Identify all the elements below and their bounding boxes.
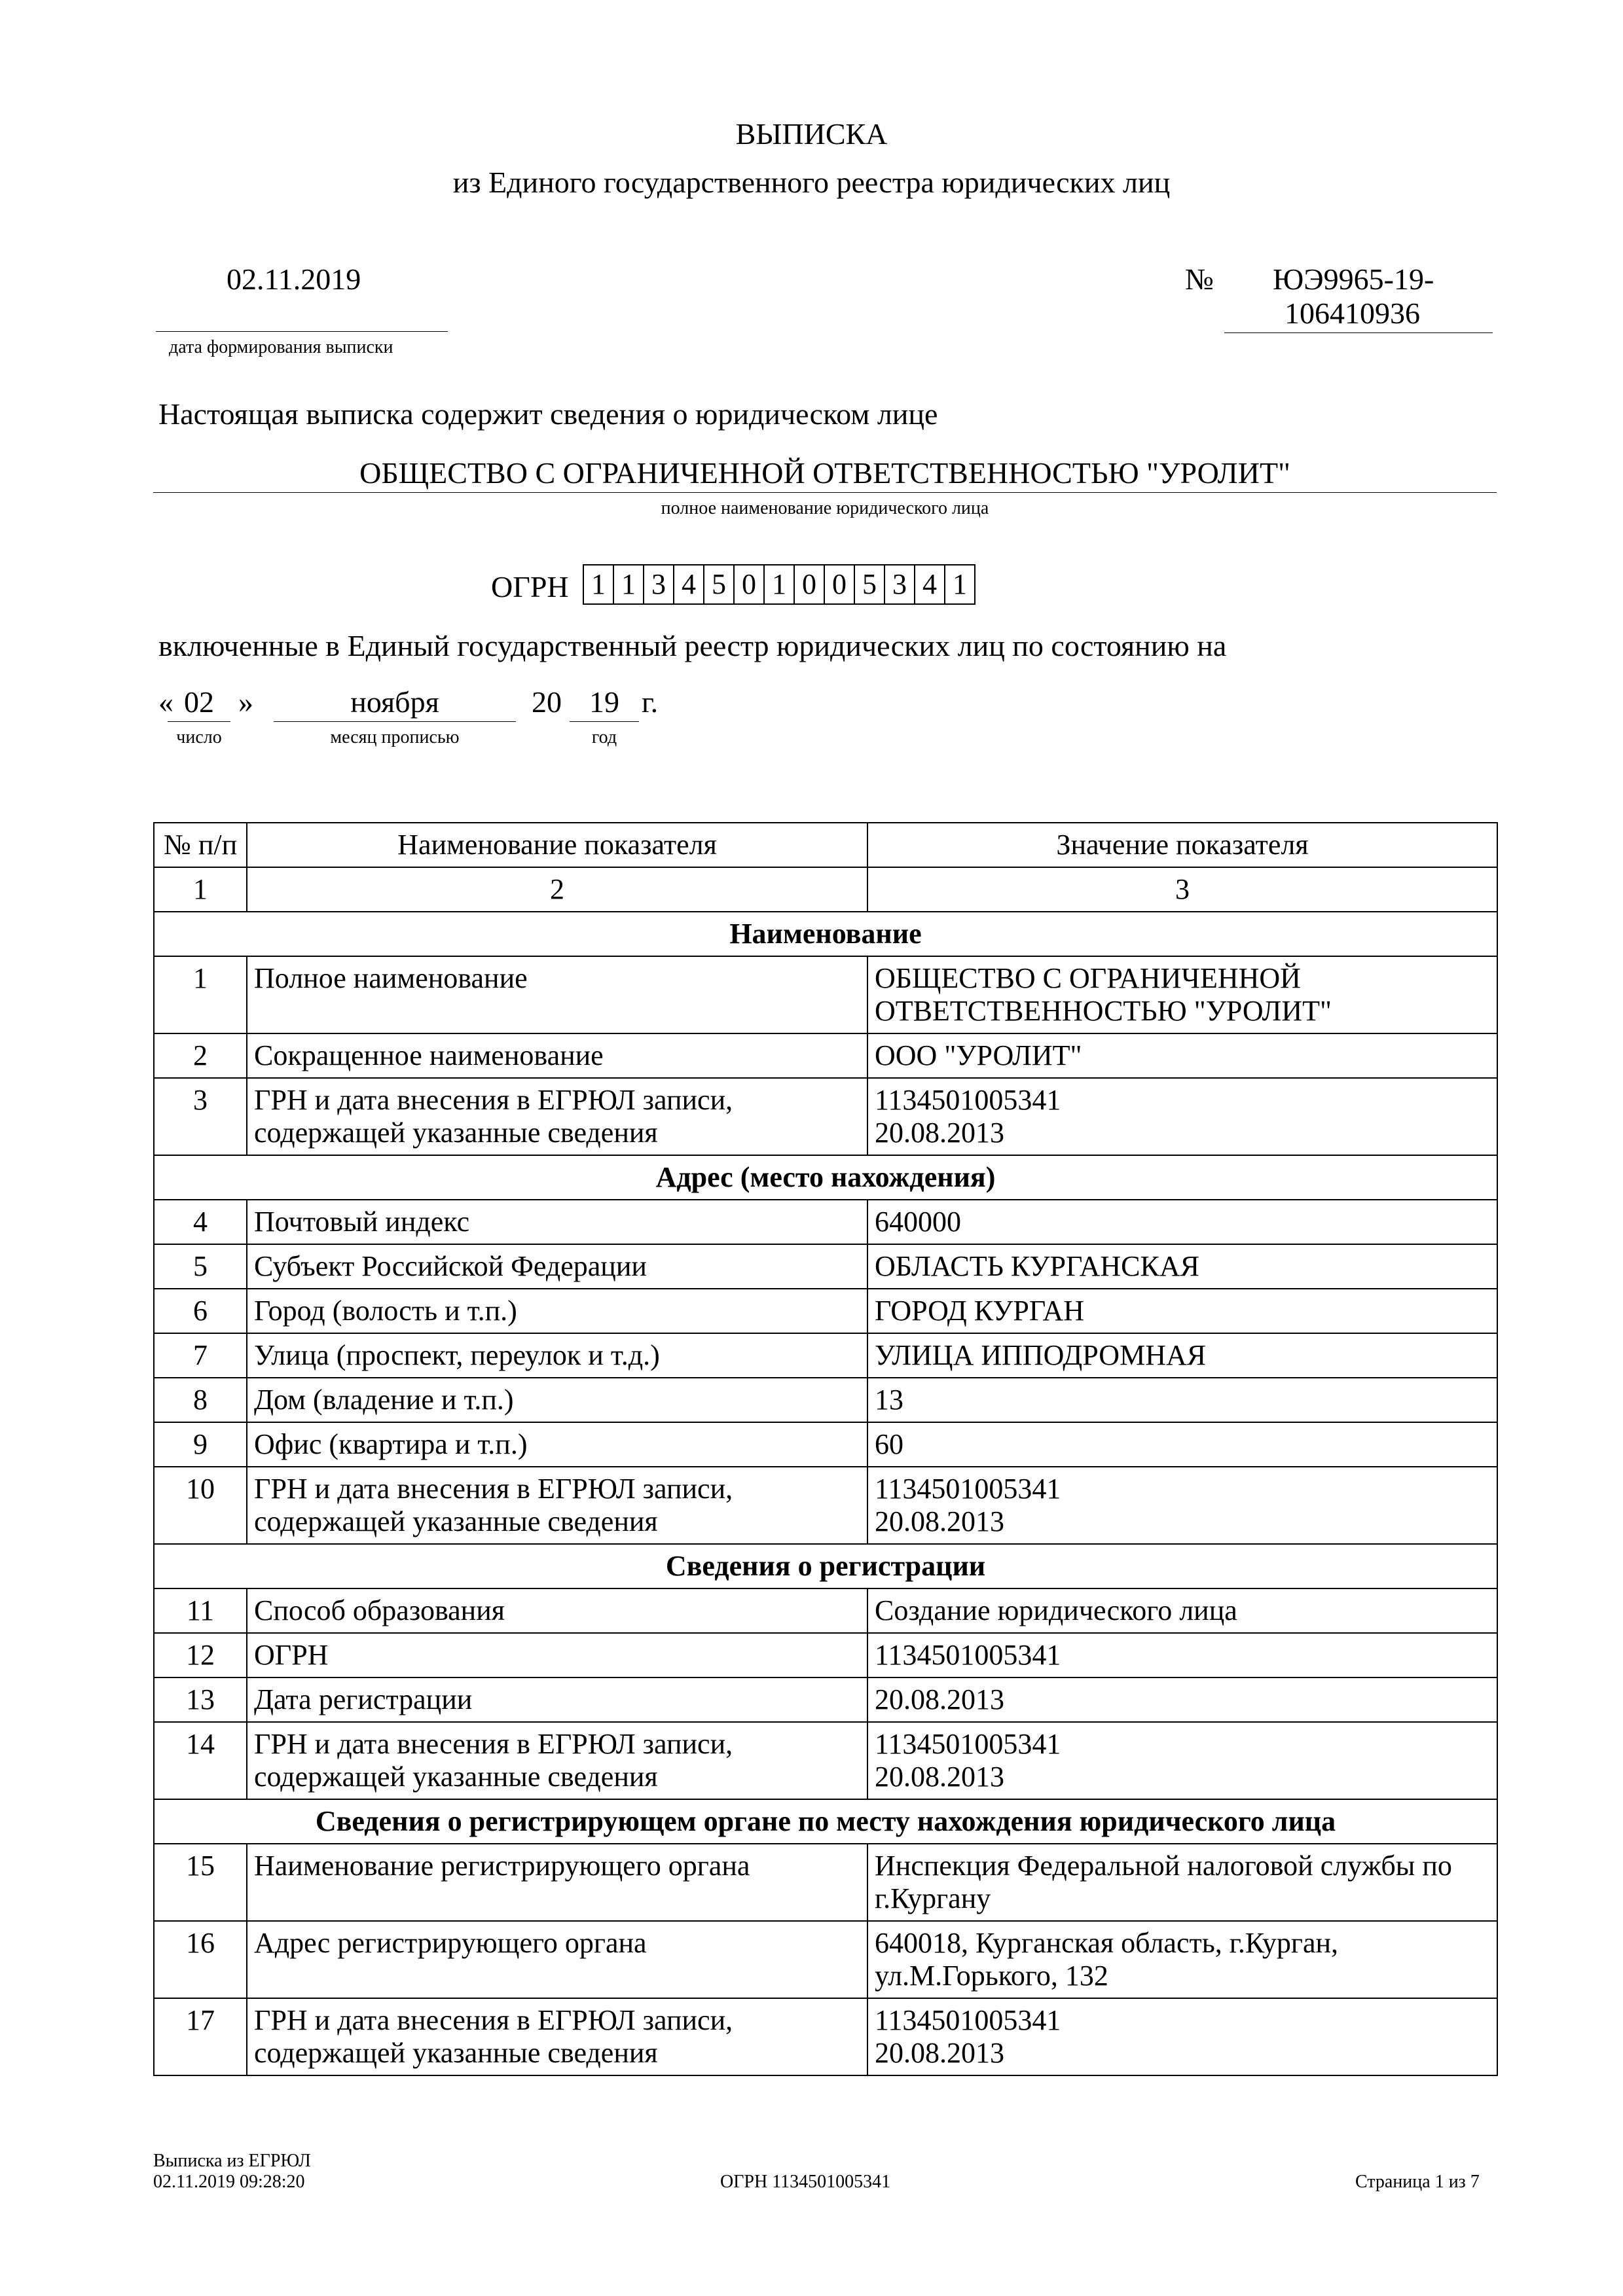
ogrn-digit-boxes [584,564,976,605]
extract-date: 02.11.2019 [227,262,361,296]
ogrn-digit: 0 [824,564,855,605]
indicator-name: Наименование регистрирующего органа [247,1844,867,1921]
table-row [154,1289,1497,1333]
indicator-value: 1134501005341 20.08.2013 [867,1998,1497,2075]
row-number: 5 [154,1244,247,1289]
ogrn-digit: 3 [884,564,915,605]
ogrn-digit: 1 [763,564,795,605]
indicator-value: ГОРОД КУРГАН [867,1289,1497,1333]
ogrn-digit: 0 [733,564,765,605]
indicator-value: 20.08.2013 [867,1677,1497,1722]
row-number: 12 [154,1633,247,1677]
year-caption: год [591,727,617,747]
row-number: 1 [154,956,247,1033]
ogrn-digit: 4 [673,564,704,605]
row-number: 14 [154,1722,247,1799]
table-row [154,1078,1497,1155]
ogrn-digit: 1 [944,564,976,605]
state-year: 19 [589,685,619,719]
indicator-name: ГРН и дата внесения в ЕГРЮЛ записи, содержащей указанные сведения [247,1467,867,1544]
table-row [154,1722,1497,1799]
table-row [154,1467,1497,1544]
document-subtitle: из Единого государственного реестра юридических лиц [452,166,1171,199]
ogrn-digit: 4 [914,564,945,605]
column-number: 2 [247,867,867,912]
ogrn-digit: 5 [854,564,885,605]
indicator-name: Способ образования [247,1588,867,1633]
table-column-number-row [154,867,1497,912]
ogrn-label: ОГРН [491,570,569,603]
section-title: Сведения о регистрации [154,1544,1497,1588]
number-sign: № [1185,262,1214,296]
row-number: 4 [154,1200,247,1244]
extract-number-line2: 106410936 [1285,296,1420,330]
indicator-name: ОГРН [247,1633,867,1677]
close-quote: » [238,685,253,719]
document-title: ВЫПИСКА [735,117,888,151]
ogrn-digit: 1 [613,564,644,605]
indicator-value: 1134501005341 20.08.2013 [867,1722,1497,1799]
intro-text: Настоящая выписка содержит сведения о юридическом лице [158,397,938,431]
table-row [154,1998,1497,2075]
table-row [154,1333,1497,1378]
indicator-name: ГРН и дата внесения в ЕГРЮЛ записи, содержащей указанные сведения [247,1078,867,1155]
ogrn-digit: 3 [643,564,674,605]
indicator-name: Дата регистрации [247,1677,867,1722]
table-row [154,1378,1497,1422]
state-day: 02 [184,685,214,719]
section-title: Адрес (место нахождения) [154,1155,1497,1200]
table-row [154,1244,1497,1289]
indicator-name: Адрес регистрирующего органа [247,1921,867,1998]
row-number: 11 [154,1588,247,1633]
ogrn-digit: 5 [703,564,735,605]
column-header: № п/п [154,823,247,867]
indicator-value: 640018, Курганская область, г.Курган, ул.М.Горького, 132 [867,1921,1497,1998]
section-header-row [154,1799,1497,1844]
row-number: 2 [154,1033,247,1078]
day-underline [168,721,230,722]
egrul-data-table [153,822,1498,2076]
indicator-name: Город (волость и т.п.) [247,1289,867,1333]
indicator-name: Улица (проспект, переулок и т.д.) [247,1333,867,1378]
table-row [154,1921,1497,1998]
section-header-row [154,1544,1497,1588]
indicator-name: Почтовый индекс [247,1200,867,1244]
indicator-name: Дом (владение и т.п.) [247,1378,867,1422]
indicator-value: УЛИЦА ИППОДРОМНАЯ [867,1333,1497,1378]
indicator-value: ООО "УРОЛИТ" [867,1033,1497,1078]
indicator-value: 640000 [867,1200,1497,1244]
ogrn-digit: 0 [793,564,825,605]
entity-full-name: ОБЩЕСТВО С ОГРАНИЧЕННОЙ ОТВЕТСТВЕННОСТЬЮ "УРОЛИТ" [359,456,1290,490]
table-row [154,1422,1497,1467]
indicator-value: ОБЩЕСТВО С ОГРАНИЧЕННОЙ ОТВЕТСТВЕННОСТЬЮ "УРОЛИТ" [867,956,1497,1033]
row-number: 10 [154,1467,247,1544]
footer-doc-name: Выписка из ЕГРЮЛ [153,2151,311,2171]
column-number: 3 [867,867,1497,912]
row-number: 15 [154,1844,247,1921]
indicator-value: 1134501005341 20.08.2013 [867,1078,1497,1155]
year-suffix: г. [642,685,659,719]
indicator-name: Полное наименование [247,956,867,1033]
indicator-value: 1134501005341 [867,1633,1497,1677]
row-number: 7 [154,1333,247,1378]
row-number: 16 [154,1921,247,1998]
table-row [154,1677,1497,1722]
year-underline [570,721,639,722]
section-title: Сведения о регистрирующем органе по месту нахождения юридического лица [154,1799,1497,1844]
day-caption: число [176,727,222,747]
table-header-row [154,823,1497,867]
column-number: 1 [154,867,247,912]
date-caption: дата формирования выписки [169,337,393,357]
number-underline [1224,332,1493,333]
row-number: 17 [154,1998,247,2075]
entity-underline [153,492,1497,493]
extract-number-line1: ЮЭ9965-19- [1273,262,1434,296]
table-row [154,956,1497,1033]
indicator-value: 13 [867,1378,1497,1422]
column-header: Значение показателя [867,823,1497,867]
indicator-name: ГРН и дата внесения в ЕГРЮЛ записи, содержащей указанные сведения [247,1998,867,2075]
footer-ogrn: ОГРН 1134501005341 [720,2172,891,2192]
row-number: 6 [154,1289,247,1333]
indicator-value: Создание юридического лица [867,1588,1497,1633]
table-row [154,1844,1497,1921]
indicator-name: Субъект Российской Федерации [247,1244,867,1289]
state-month: ноября [350,685,439,719]
open-quote: « [158,685,173,719]
month-underline [274,721,516,722]
indicator-value: 1134501005341 20.08.2013 [867,1467,1497,1544]
month-caption: месяц прописью [330,727,460,747]
indicator-value: 60 [867,1422,1497,1467]
footer-timestamp: 02.11.2019 09:28:20 [153,2172,305,2192]
year-prefix: 20 [532,685,562,719]
table-row [154,1588,1497,1633]
date-underline [156,331,448,332]
indicator-name: ГРН и дата внесения в ЕГРЮЛ записи, содержащей указанные сведения [247,1722,867,1799]
row-number: 13 [154,1677,247,1722]
ogrn-digit: 1 [583,564,614,605]
indicator-name: Сокращенное наименование [247,1033,867,1078]
indicator-value: Инспекция Федеральной налоговой службы по г.Кургану [867,1844,1497,1921]
column-header: Наименование показателя [247,823,867,867]
state-text: включенные в Единый государственный реестр юридических лиц по состоянию на [158,629,1227,662]
table-row [154,1633,1497,1677]
entity-caption: полное наименование юридического лица [661,498,989,518]
row-number: 3 [154,1078,247,1155]
row-number: 9 [154,1422,247,1467]
section-header-row [154,1155,1497,1200]
indicator-value: ОБЛАСТЬ КУРГАНСКАЯ [867,1244,1497,1289]
table-row [154,1033,1497,1078]
row-number: 8 [154,1378,247,1422]
section-title: Наименование [154,912,1497,956]
footer-page-number: Страница 1 из 7 [1355,2172,1480,2192]
table-row [154,1200,1497,1244]
section-header-row [154,912,1497,956]
indicator-name: Офис (квартира и т.п.) [247,1422,867,1467]
